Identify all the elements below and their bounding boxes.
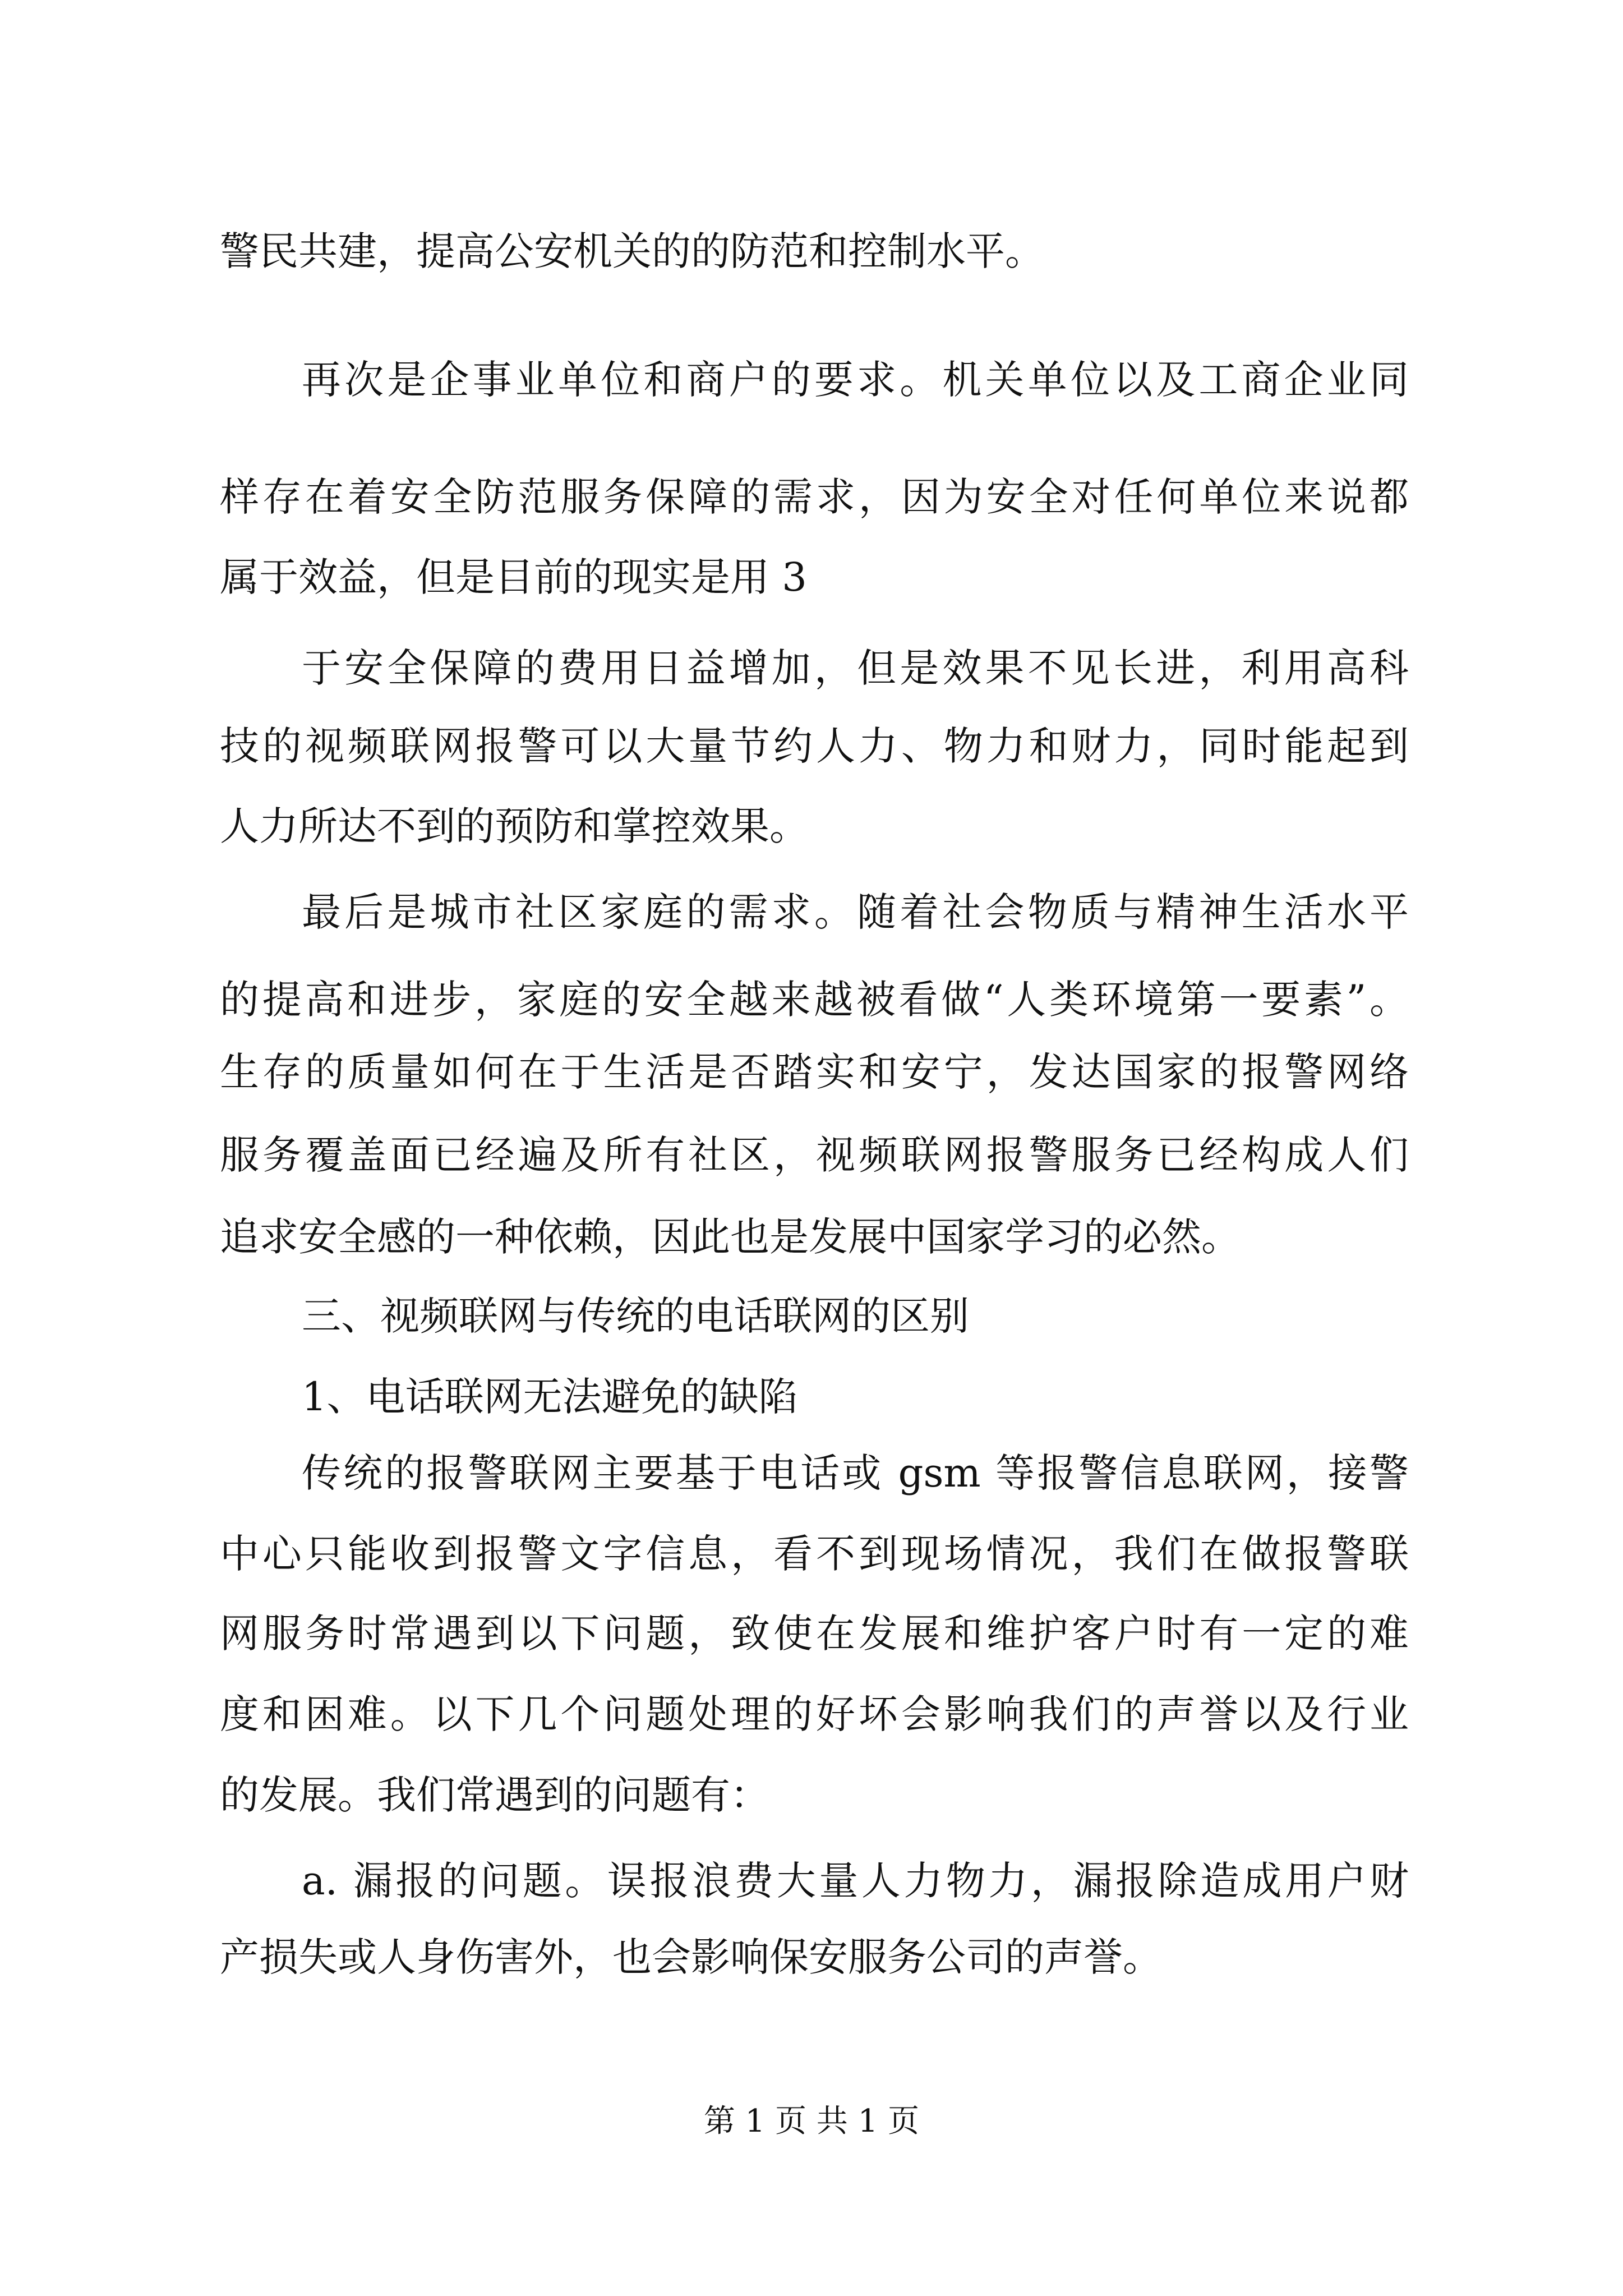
text-line: 的发展。我们常遇到的问题有： xyxy=(220,1772,769,1818)
text-line: 网服务时常遇到以下问题，致使在发展和维护客户时有一定的难 xyxy=(220,1611,1409,1657)
text-line: a. 漏报的问题。误报浪费大量人力物力，漏报除造成用户财 xyxy=(302,1858,1409,1904)
text-line: 的提高和进步，家庭的安全越来越被看做“人类环境第一要素”。 xyxy=(220,977,1409,1023)
text-line: 追求安全感的一种依赖，因此也是发展中国家学习的必然。 xyxy=(220,1214,1241,1260)
text-line: 产损失或人身伤害外，也会影响保安服务公司的声誉。 xyxy=(220,1934,1162,1980)
text-line: 警民共建，提高公安机关的的防范和控制水平。 xyxy=(220,228,1044,274)
page-footer: 第 1 页 共 1 页 xyxy=(703,2103,920,2139)
text-line: 生存的质量如何在于生活是否踏实和安宁，发达国家的报警网络 xyxy=(220,1049,1409,1095)
text-line: 再次是企事业单位和商户的要求。机关单位以及工商企业同 xyxy=(302,357,1409,403)
text-line: 人力所达不到的预防和掌控效果。 xyxy=(220,803,809,849)
text-line: 于安全保障的费用日益增加，但是效果不见长进，利用高科 xyxy=(302,645,1409,691)
text-line: 属于效益，但是目前的现实是用 3 xyxy=(220,554,807,600)
text-line: 服务覆盖面已经遍及所有社区，视频联网报警服务已经构成人们 xyxy=(220,1132,1409,1178)
text-line: 最后是城市社区家庭的需求。随着社会物质与精神生活水平 xyxy=(302,889,1409,935)
text-line: 样存在着安全防范服务保障的需求，因为安全对任何单位来说都 xyxy=(220,474,1409,520)
text-line: 度和困难。以下几个问题处理的好坏会影响我们的声誉以及行业 xyxy=(220,1691,1409,1737)
text-line: 传统的报警联网主要基于电话或 gsm 等报警信息联网，接警 xyxy=(302,1450,1409,1496)
text-line: 中心只能收到报警文字信息，看不到现场情况，我们在做报警联 xyxy=(220,1531,1409,1577)
subsection-heading: 1、电话联网无法避免的缺陷 xyxy=(302,1374,798,1420)
text-line: 技的视频联网报警可以大量节约人力、物力和财力，同时能起到 xyxy=(220,723,1409,769)
section-heading: 三、视频联网与传统的电话联网的区别 xyxy=(302,1293,969,1339)
